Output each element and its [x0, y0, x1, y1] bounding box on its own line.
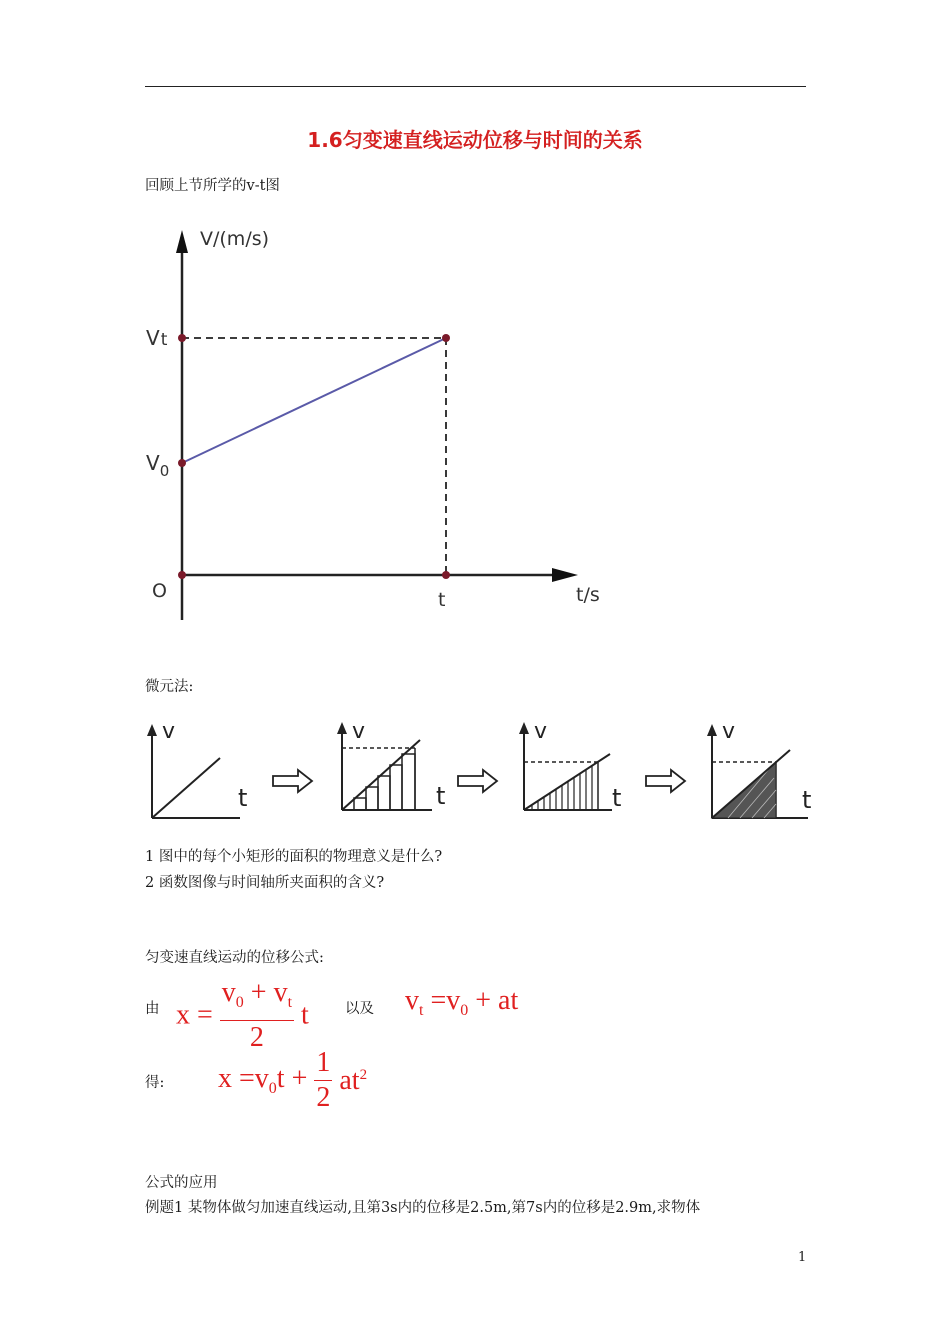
- svg-text:v: v: [722, 719, 736, 744]
- svg-text:t: t: [436, 782, 446, 810]
- vt-label: Vt: [146, 326, 168, 350]
- svg-text:v: v: [534, 719, 548, 744]
- svg-text:t: t: [612, 784, 622, 812]
- micro-panel-1: [147, 719, 247, 818]
- svg-text:t: t: [238, 784, 248, 812]
- origin-label: O: [152, 580, 167, 602]
- page-number: 1: [798, 1250, 807, 1265]
- micro-panel-2: [337, 719, 445, 810]
- vt-point: [178, 334, 186, 342]
- t-axis-label: t/s: [576, 584, 600, 606]
- header-rule: [145, 86, 806, 87]
- svg-text:v: v: [162, 719, 176, 744]
- page-title: 1.6匀变速直线运动位移与时间的关系: [307, 128, 643, 152]
- micro-method-heading: 微元法:: [145, 679, 194, 695]
- avg-velocity-formula: x = $\frac{v_0 + v_t}{2}$ t: [176, 977, 309, 1053]
- get-label: 得:: [145, 1075, 165, 1091]
- micro-method-diagrams: [140, 718, 830, 833]
- v-axis-arrow: [176, 230, 188, 253]
- v-axis-label: V/(m/s): [200, 228, 270, 250]
- origin-point: [178, 571, 186, 579]
- end-point: [442, 334, 450, 342]
- micro-panel-3: [519, 719, 621, 812]
- arrow-1-icon: [273, 770, 312, 792]
- v0-point: [178, 459, 186, 467]
- t-axis-arrow: [552, 568, 578, 582]
- vt-graph: [140, 225, 610, 625]
- v0-label: $V_0$: [146, 451, 170, 480]
- application-heading: 公式的应用: [145, 1175, 218, 1191]
- displacement-formula: $x =v_0t$ + $\frac{1}{2}$ $at^2$: [218, 1047, 368, 1113]
- t-label: t: [438, 589, 446, 611]
- formula-heading: 匀变速直线运动的位移公式:: [145, 950, 324, 966]
- svg-text:v: v: [352, 719, 366, 744]
- and-label: 以及: [345, 1001, 374, 1017]
- question-2: 2 函数图像与时间轴所夹面积的含义?: [145, 875, 385, 891]
- velocity-formula: $v_t =v_0$ + at: [405, 985, 519, 1019]
- micro-panel-4: [707, 719, 811, 818]
- arrow-2-icon: [458, 770, 497, 792]
- from-label: 由: [145, 1001, 160, 1017]
- intro-text: 回顾上节所学的v-t图: [145, 178, 280, 194]
- arrow-3-icon: [646, 770, 685, 792]
- svg-text:t: t: [802, 786, 812, 814]
- question-1: 1 图中的每个小矩形的面积的物理意义是什么?: [145, 849, 443, 865]
- t-point: [442, 571, 450, 579]
- velocity-line: [182, 338, 446, 463]
- example-1: 例题1 某物体做匀加速直线运动,且第3s内的位移是2.5m,第7s内的位移是2.9m,求物体: [145, 1200, 701, 1216]
